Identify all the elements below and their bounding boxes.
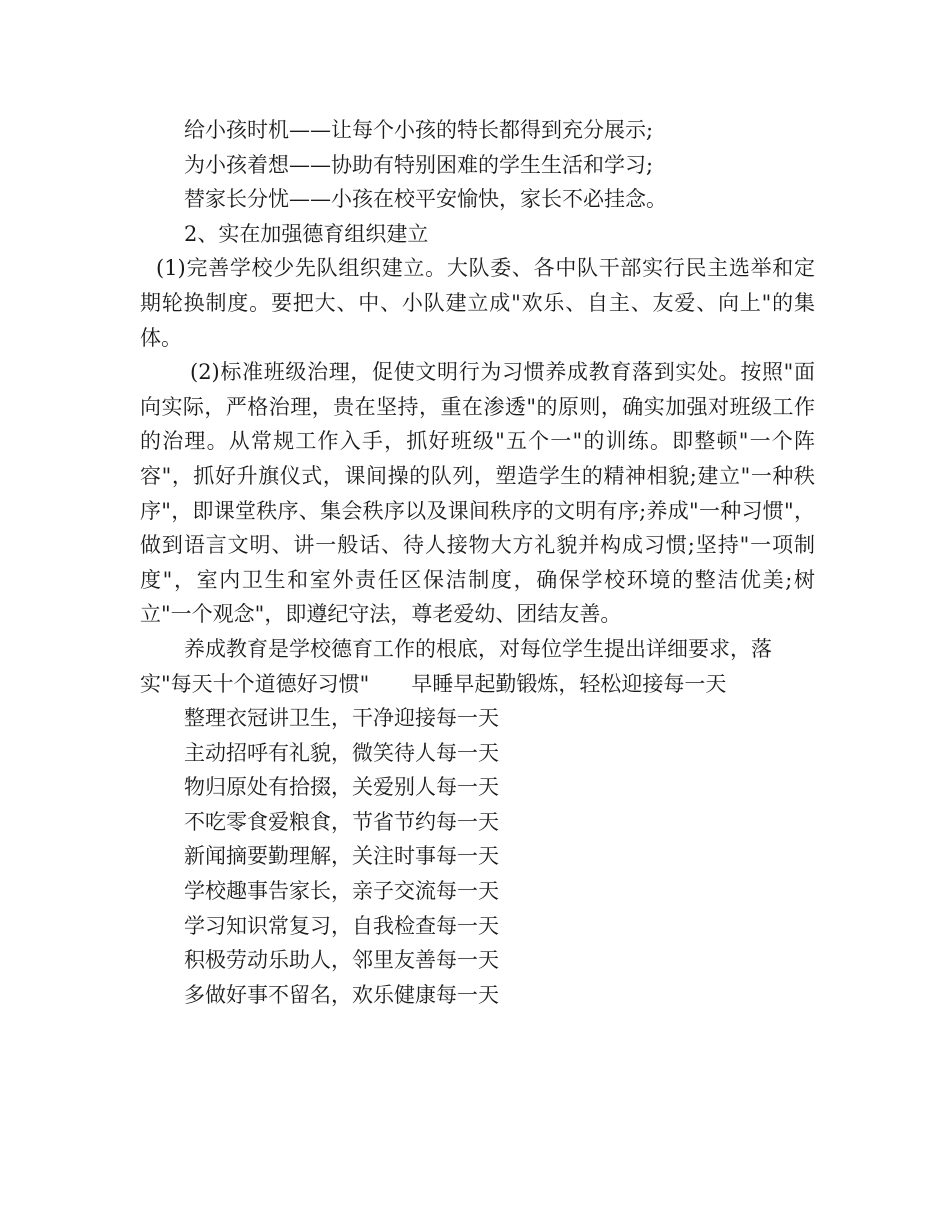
paragraph-class-management: (2)标准班级治理，促使文明行为习惯养成教育落到实处。按照"面向实际，严格治理，贵在坚持，重在渗透"的原则，确实加强对班级工作的治理。从常规工作入手，抓好班级"五个一"的训练。即整顿"一个阵容"，抓好升旗仪式，课间操的队列，塑造学生的精神相貌;建立"一种秩序"，即课堂秩序、集会秩序以及课间秩序的文明有序;养成"一种习惯"，做到语言文明、讲一般话、待人接物大方礼貌并构成习惯;坚持"一项制度"，室内卫生和室外责任区保洁制度，确保学校环境的整洁优美;树立"一个观念"，即遵纪守法，尊老爱幼、团结友善。 <box>140 360 815 627</box>
habit-item: 学习知识常复习，自我检查每一天 <box>184 913 499 938</box>
habit-item: 多做好事不留名，欢乐健康每一天 <box>184 982 499 1007</box>
habit-item: 早睡早起勤锻炼，轻松迎接每一天 <box>411 671 727 696</box>
habit-item: 主动招呼有礼貌，微笑待人每一天 <box>184 740 499 765</box>
habit-item: 新闻摘要勤理解，关注时事每一天 <box>184 844 499 869</box>
habits-title: 实"每天十个道德好习惯" <box>140 671 370 696</box>
motto-line: 替家长分忧——小孩在校平安愉快，家长不必挂念。 <box>184 187 667 212</box>
habit-item: 不吃零食爱粮食，节省节约每一天 <box>184 809 499 834</box>
motto-line: 给小孩时机——让每个小孩的特长都得到充分展示; <box>184 118 654 142</box>
habit-item: 积极劳动乐助人，邻里友善每一天 <box>184 948 499 973</box>
habit-item: 整理衣冠讲卫生，干净迎接每一天 <box>184 706 499 731</box>
paragraph-habits-intro-cont <box>140 667 815 702</box>
habit-item: 物归原处有拾掇，关爱别人每一天 <box>184 775 499 800</box>
paragraph-habits-intro: 养成教育是学校德育工作的根底，对每位学生提出详细要求，落 <box>184 636 772 661</box>
motto-line: 为小孩着想——协助有特别困难的学生生活和学习; <box>184 152 654 177</box>
paragraph-org-building: (1)完善学校少先队组织建立。大队委、各中队干部实行民主选举和定期轮换制度。要把大、中、小队建立成"欢乐、自主、友爱、向上"的集体。 <box>140 256 815 350</box>
section-heading: 2、实在加强德育组织建立 <box>184 221 429 246</box>
habit-item: 学校趣事告家长，亲子交流每一天 <box>184 879 499 904</box>
document-body <box>140 113 815 1012</box>
